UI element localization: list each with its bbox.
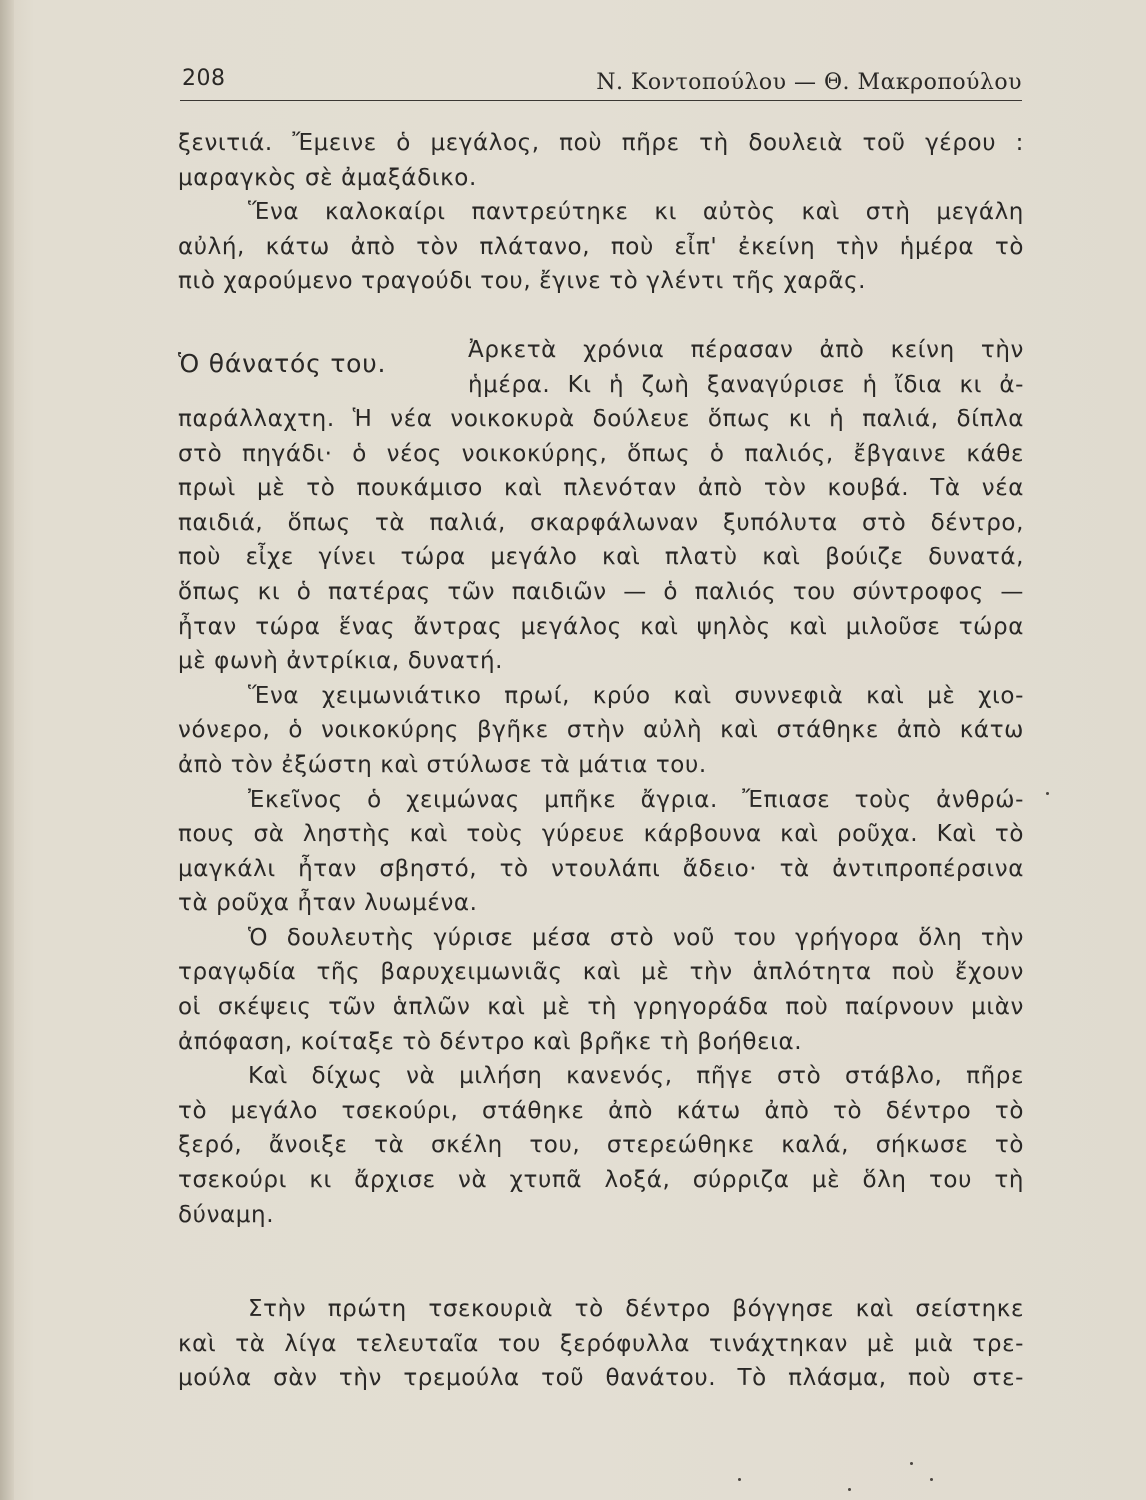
paper-speck [848,1488,851,1491]
text-line: Ἕνα καλοκαίρι παντρεύτηκε κι αὐτὸς καὶ στὴ μεγάλη [248,199,1024,226]
text-line: ἀπὸ τὸν ἐξώστη καὶ στύλωσε τὰ μάτια του. [178,751,707,778]
text-line: Ἕνα χειμωνιάτικο πρωί, κρύο καὶ συννεφιὰ καὶ μὲ χιο- [248,682,1024,709]
side-text [468,333,1024,402]
text-line: ξερό, ἄνοιξε τὰ σκέλη του, στερεώθηκε καλά, σήκωσε τὸ [178,1132,1024,1159]
text-line: Καὶ δίχως νὰ μιλήση κανενός, πῆγε στὸ στάβλο, πῆρε [248,1063,1024,1090]
paper-speck [910,1462,913,1465]
text-line: Ἀρκετὰ χρόνια πέρασαν ἀπὸ κείνη τὴν [468,336,1024,363]
page-spine [0,0,14,1500]
running-head: Ν. Κοντοπούλου — Θ. Μακροπούλου [596,70,1022,95]
text-line: Ὁ δουλευτὴς γύρισε μέσα στὸ νοῦ του γρήγορα ὅλη τὴν [248,924,1024,951]
paragraph-gap [178,1232,1024,1292]
text-line: στὸ πηγάδι· ὁ νέος νοικοκύρης, ὅπως ὁ παλιός, ἔβγαινε κάθε [178,440,1024,467]
text-line: παιδιά, ὅπως τὰ παλιά, σκαρφάλωναν ξυπόλυτα στὸ δέντρο, [178,509,1024,536]
text-line: ἀπόφαση, κοίταξε τὸ δέντρο καὶ βρῆκε τὴ βοήθεια. [178,1028,803,1055]
side-heading-row [178,333,1024,402]
page-number: 208 [182,66,226,91]
section-side-heading: Ὁ θάνατός του. [178,348,387,378]
text-line: Ἐκεῖνος ὁ χειμώνας μπῆκε ἄγρια. Ἔπιασε τοὺς ἀνθρώ- [248,786,1024,813]
paper-speck [738,1478,741,1481]
paper-speck [930,1478,933,1481]
text-line: πιὸ χαρούμενο τραγούδι του, ἔγινε τὸ γλέντι τῆς χαρᾶς. [178,268,867,295]
text-line: πρωὶ μὲ τὸ πουκάμισο καὶ πλενόταν ἀπὸ τὸν κουβά. Τὰ νέα [178,475,1024,502]
text-line: καὶ τὰ λίγα τελευταῖα του ξερόφυλλα τινάχτηκαν μὲ μιὰ τρε- [178,1330,1024,1357]
text-line: ξενιτιά. Ἔμεινε ὁ μεγάλος, ποὺ πῆρε τὴ δουλειὰ τοῦ γέρου : [178,130,1024,156]
text-line: τὸ μεγάλο τσεκούρι, στάθηκε ἀπὸ κάτω ἀπὸ τὸ δέντρο τὸ [178,1097,1024,1124]
text-line: μαραγκὸς σὲ ἀμαξάδικο. [178,164,477,191]
text-line: ἡμέρα. Κι ἡ ζωὴ ξαναγύρισε ἡ ἴδια κι ἀ- [468,371,1024,398]
text-line: τσεκούρι κι ἄρχισε νὰ χτυπᾶ λοξά, σύρριζα μὲ ὅλη του τὴ [178,1167,1024,1194]
text-line: οἱ σκέψεις τῶν ἁπλῶν καὶ μὲ τὴ γρηγοράδα ποὺ παίρνουν μιὰν [178,994,1024,1021]
text-line: μὲ φωνὴ ἀντρίκια, δυνατή. [178,648,504,675]
text-line: τὰ ροῦχα ἦταν λυωμένα. [178,890,478,917]
text-line: Στὴν πρώτη τσεκουριὰ τὸ δέντρο βόγγησε καὶ σείστηκε [248,1296,1024,1323]
paper-speck [1046,792,1049,795]
text-line: ποὺ εἶχε γίνει τώρα μεγάλο καὶ πλατὺ καὶ βούιζε δυνατά, [178,544,1024,571]
text-line: μαγκάλι ἦταν σβηστό, τὸ ντουλάπι ἄδειο· τὰ ἀντιπροπέρσινα [178,855,1024,882]
text-line: μούλα σὰν τὴν τρεμούλα τοῦ θανάτου. Τὸ πλάσμα, ποὺ στε- [178,1365,1024,1392]
body-text [178,126,1024,1396]
text-line: τραγῳδία τῆς βαρυχειμωνιᾶς καὶ μὲ τὴν ἁπλότητα ποὺ ἔχουν [178,959,1024,986]
text-line: πους σὰ ληστὴς καὶ τοὺς γύρευε κάρβουνα καὶ ροῦχα. Καὶ τὸ [178,821,1024,848]
text-line: αὐλή, κάτω ἀπὸ τὸν πλάτανο, ποὺ εἶπ' ἐκείνη τὴν ἡμέρα τὸ [178,233,1024,260]
text-line: ἦταν τώρα ἕνας ἄντρας μεγάλος καὶ ψηλὸς καὶ μιλοῦσε τώρα [178,613,1024,640]
text-line: δύναμη. [178,1201,275,1228]
text-line: νόνερο, ὁ νοικοκύρης βγῆκε στὴν αὐλὴ καὶ στάθηκε ἀπὸ κάτω [178,717,1024,744]
paragraph-gap [178,299,1024,333]
text-line: ὅπως κι ὁ πατέρας τῶν παιδιῶν — ὁ παλιός του σύντροφος — [178,578,1024,605]
page-header [180,60,1022,101]
text-line: παράλλαχτη. Ἡ νέα νοικοκυρὰ δούλευε ὅπως κι ἡ παλιά, δίπλα [178,405,1024,432]
